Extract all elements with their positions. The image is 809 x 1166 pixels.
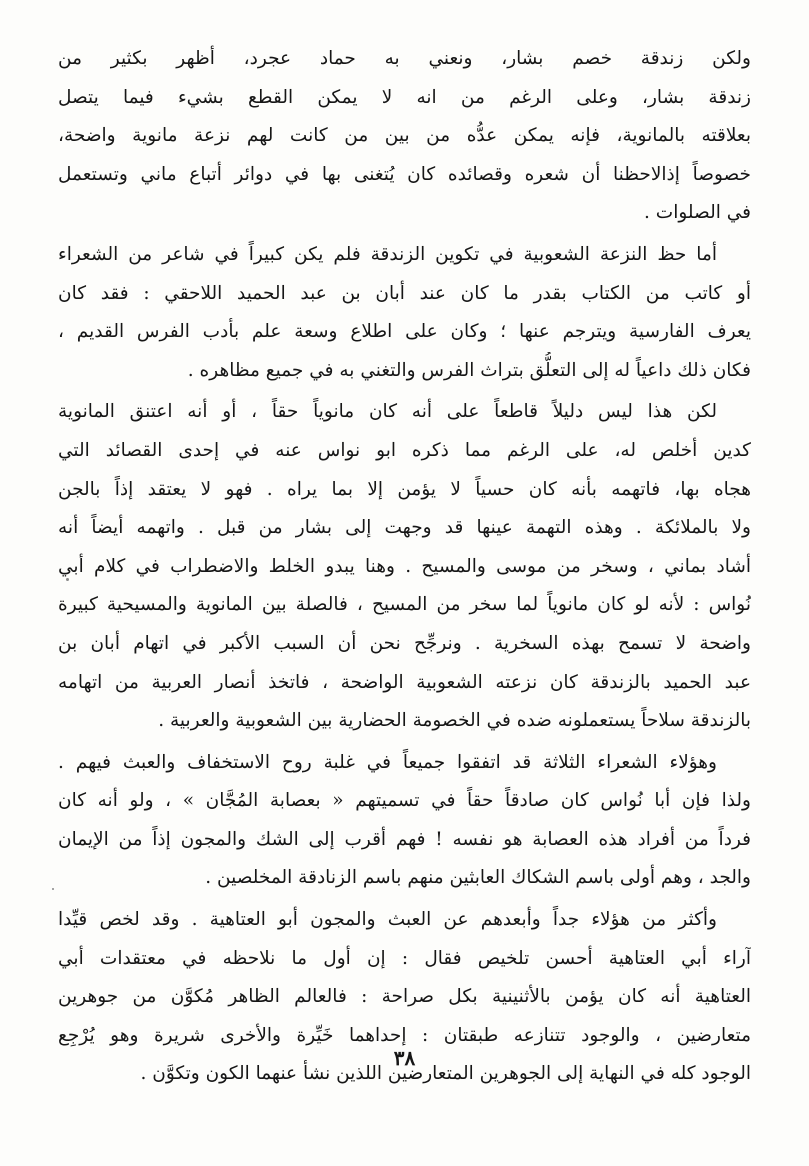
text-line: ولا بالملائكة . وهذه التهمة عينها قد وجهت إلى بشار من قبل . واتهمه أيضاً أنه <box>58 517 751 539</box>
text-line: أشاد بماني ، وسخر من موسى والمسيح . وهنا يبدو الخلط والاضطراب في كلام أبي <box>58 555 751 577</box>
text-line: ولذا فإن أبا نُواس كان صادقاً حقاً في تسميتهم « بعصابة المُجَّان » ، ولو أنه كان <box>58 790 751 812</box>
text-line: وأكثر من هؤلاء جداً وأبعدهم عن العبث والمجون أبو العتاهية . وقد لخص قيِّدا <box>58 909 717 931</box>
body-text <box>58 40 751 1094</box>
text-line: الوجود كله في النهاية إلى الجوهرين المتعارضين اللذين نشأ عنهما الكون وتكوَّن . <box>140 1063 751 1085</box>
text-line: كدين أخلص له، على الرغم مما ذكره ابو نواس عنه في إحدى القصائد التي <box>58 439 751 461</box>
text-line: هجاه بها، فاتهمه بأنه كان حسياً لا يؤمن إلا بما يراه . فهو لا يعتقد إذاً بالجن <box>58 478 751 500</box>
text-line: آراء أبي العتاهية أحسن تلخيص فقال : إن أول ما نلاحظه في معتقدات أبي <box>58 947 751 969</box>
text-line: واضحة لا تسمح بهذه السخرية . ونرجِّح نحن أن السبب الأكبر في اتهام أبان بن <box>58 632 751 654</box>
text-line: فرداً من أفراد هذه العصابة هو نفسه ! فهم أقرب إلى الشك والمجون إذاً من الإيمان <box>58 828 751 850</box>
text-line: فكان ذلك داعياً له إلى التعلُّق بتراث الفرس والتغني به في جميع مظاهره . <box>187 359 751 381</box>
text-line: لكن هذا ليس دليلاً قاطعاً على أنه كان مانوياً حقاً ، أو أنه اعتنق المانوية <box>58 401 717 423</box>
page-number: ٣٨ <box>393 1046 416 1070</box>
text-line: أو كاتب من الكتاب بقدر ما كان عند أبان بن عبد الحميد اللاحقي : فقد كان <box>58 282 751 304</box>
text-line: زندقة بشار، وعلى الرغم من انه لا يمكن القطع بشيء فيما يتصل <box>58 86 751 108</box>
text-line: بعلاقته بالمانوية، فإنه يمكن عدُّه من بين من كانت لهم نزعة مانوية واضحة، <box>58 125 751 147</box>
scan-speck <box>66 578 69 581</box>
text-line: والجد ، وهم أولى باسم الشكاك العابثين منهم باسم الزنادقة المخلصين . <box>205 867 751 889</box>
text-line: بالزندقة سلاحاً يستعملونه ضده في الخصومة الحضارية بين الشعوبية والعربية . <box>158 710 751 732</box>
text-line: ولكن زندقة خصم بشار، ونعني به حماد عجرد، أظهر بكثير من <box>58 48 751 69</box>
text-line: يعرف الفارسية ويترجم عنها ؛ وكان على اطلاع وسعة علم بأدب الفرس القديم ، <box>58 321 751 343</box>
text-line: وهؤلاء الشعراء الثلاثة قد اتفقوا جميعاً في غلبة روح الاستخفاف والعبث فيهم . <box>58 751 717 773</box>
text-line: العتاهية أنه كان يؤمن بالأثنينية بكل صراحة : فالعالم الظاهر مُكوَّن من جوهرين <box>58 986 751 1008</box>
text-line: نُواس : لأنه لو كان مانوياً لما سخر من المسيح ، فالصلة بين المانوية والمسيحية كبيرة <box>58 594 751 616</box>
text-line: أما حظ النزعة الشعوبية في تكوين الزندقة فلم يكن كبيراً في شاعر من الشعراء <box>58 243 717 265</box>
text-line: خصوصاً إذالاحظنا أن شعره وقصائده كان يُتغنى بها في دوائر أتباع ماني وتستعمل <box>58 163 751 185</box>
scan-speck <box>52 888 54 890</box>
text-line: متعارضين ، والوجود تتنازعه طبقتان : إحداهما خَيِّرة والأخرى شريرة وهو يُرْجِع <box>58 1024 751 1046</box>
text-line: عبد الحميد بالزندقة كان نزعته الشعوبية الواضحة ، فاتخذ أنصار العربية من اتهامه <box>58 671 751 693</box>
text-line: في الصلوات . <box>644 202 751 224</box>
